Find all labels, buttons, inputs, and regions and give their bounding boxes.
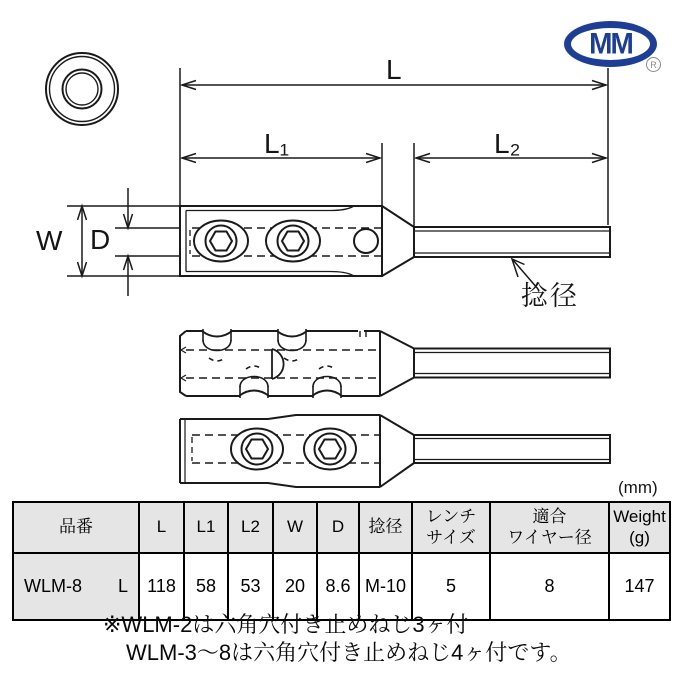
bore-end-semicircle bbox=[272, 349, 284, 379]
side-view-3 bbox=[180, 415, 610, 487]
cell-wire-dia: 8 bbox=[490, 553, 609, 620]
footnote-line-1: ※WLM-2は六角穴付き止めねじ3ヶ付 bbox=[103, 612, 469, 637]
twist-diameter-label: 捻径 bbox=[521, 281, 579, 311]
spec-table bbox=[12, 501, 671, 621]
cell-W: 20 bbox=[273, 553, 317, 620]
dim-label-L: L bbox=[386, 54, 402, 85]
dim-label-L2: L₂ bbox=[494, 128, 521, 159]
cell-weight: 147 bbox=[609, 553, 670, 620]
hex-set-screw bbox=[194, 221, 248, 262]
col-header-wrench-size: レンチ サイズ bbox=[412, 502, 490, 553]
col-header-wire-dia: 適合 ワイヤー径 bbox=[490, 502, 609, 553]
col-header-L: L bbox=[139, 502, 184, 553]
side-view-1 bbox=[180, 206, 610, 289]
cell-part-number bbox=[13, 553, 139, 620]
logo-text: MM bbox=[589, 27, 632, 60]
unit-note: (mm) bbox=[618, 478, 658, 497]
hex-set-screw bbox=[266, 221, 320, 262]
stud-shaft-1 bbox=[414, 227, 610, 257]
dimension-D bbox=[115, 188, 180, 296]
cell-L2: 53 bbox=[228, 553, 273, 620]
mm-brand-logo bbox=[564, 21, 657, 70]
col-header-L2: L2 bbox=[228, 502, 273, 553]
stud-shaft-3 bbox=[414, 435, 610, 463]
col-header-weight: Weight (g) bbox=[609, 502, 670, 553]
dim-label-D: D bbox=[90, 224, 111, 255]
part-number: WLM-8 bbox=[24, 575, 82, 596]
cell-L: 118 bbox=[139, 553, 184, 620]
stud-shaft-2 bbox=[414, 349, 610, 378]
col-header-part-number: 品番 bbox=[13, 502, 139, 553]
table-row bbox=[13, 553, 670, 620]
col-header-L1: L1 bbox=[184, 502, 228, 553]
hex-set-screw bbox=[231, 429, 283, 470]
footnote bbox=[103, 611, 572, 667]
through-hole bbox=[354, 229, 378, 253]
col-header-W: W bbox=[273, 502, 317, 553]
footnote-line-2: WLM-3～8は六角穴付き止めねじ4ヶ付です。 bbox=[126, 640, 572, 666]
dimension-L bbox=[180, 68, 608, 225]
registered-trademark-icon: R bbox=[646, 57, 661, 72]
dim-label-L1: L₁ bbox=[264, 128, 290, 159]
cell-twist-dia: M-10 bbox=[359, 553, 412, 620]
table-header-row bbox=[13, 502, 670, 553]
front-view bbox=[46, 53, 118, 125]
cell-wrench-size: 5 bbox=[412, 553, 490, 620]
col-header-twist-dia: 捻径 bbox=[359, 502, 412, 553]
cell-L1: 58 bbox=[184, 553, 228, 620]
hex-set-screw bbox=[304, 429, 356, 470]
side-view-2 bbox=[180, 329, 610, 398]
dimension-W bbox=[67, 206, 180, 276]
part-suffix: L bbox=[117, 575, 128, 596]
cell-D: 8.6 bbox=[317, 553, 359, 620]
dim-label-W: W bbox=[36, 225, 63, 256]
col-header-D: D bbox=[317, 502, 359, 553]
